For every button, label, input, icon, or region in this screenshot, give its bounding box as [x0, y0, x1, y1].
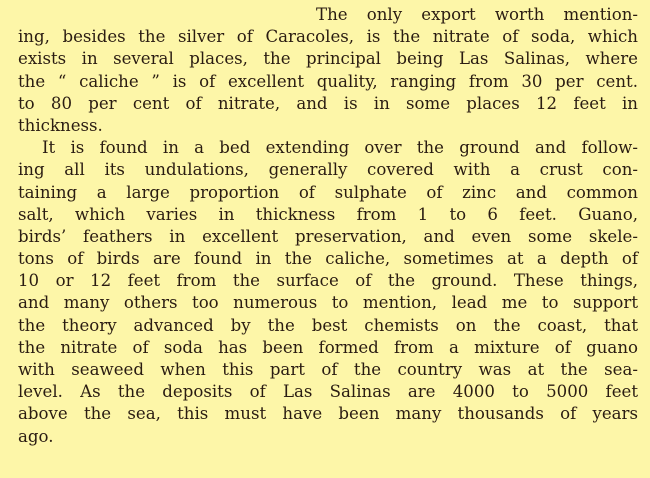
text-line: above the sea, this must have been many thousands of years: [18, 404, 638, 424]
text-line: tons of birds are found in the caliche, sometimes at a depth of: [18, 249, 638, 269]
text-line: ago.: [18, 426, 54, 446]
paragraph-1: [18, 4, 638, 137]
text-line: It is found in a bed extending over the ground and follow-: [42, 138, 638, 158]
text-line: the nitrate of soda has been formed from a mixture of guano: [18, 337, 638, 357]
text-line: ing, besides the silver of Caracoles, is the nitrate of soda, which: [18, 27, 638, 47]
text-line: taining a large proportion of sulphate of zinc and common: [18, 182, 638, 202]
text-line: salt, which varies in thickness from 1 to 6 feet. Guano,: [18, 204, 638, 224]
text-line: exists in several places, the principal being Las Salinas, where: [18, 49, 638, 69]
text-line: thickness.: [18, 115, 103, 135]
text-line: birds’ feathers in excellent preservation, and even some skele-: [18, 226, 638, 246]
text-line: with seaweed when this part of the country was at the sea-: [18, 360, 638, 379]
text-line: and many others too numerous to mention, lead me to support: [18, 293, 638, 313]
text-line: to 80 per cent of nitrate, and is in some places 12 feet in: [18, 93, 638, 113]
text-line: the theory advanced by the best chemists on the coast, that: [18, 315, 638, 335]
text-line: ing all its undulations, generally covered with a crust con-: [18, 160, 638, 180]
paragraph-2: [18, 137, 638, 448]
text-line: the “ caliche ” is of excellent quality, ranging from 30 per cent.: [18, 71, 638, 91]
text-line: level. As the deposits of Las Salinas are 4000 to 5000 feet: [18, 382, 638, 402]
text-line: The only export worth mention-: [316, 5, 638, 24]
text-line: 10 or 12 feet from the surface of the ground. These things,: [18, 271, 638, 291]
